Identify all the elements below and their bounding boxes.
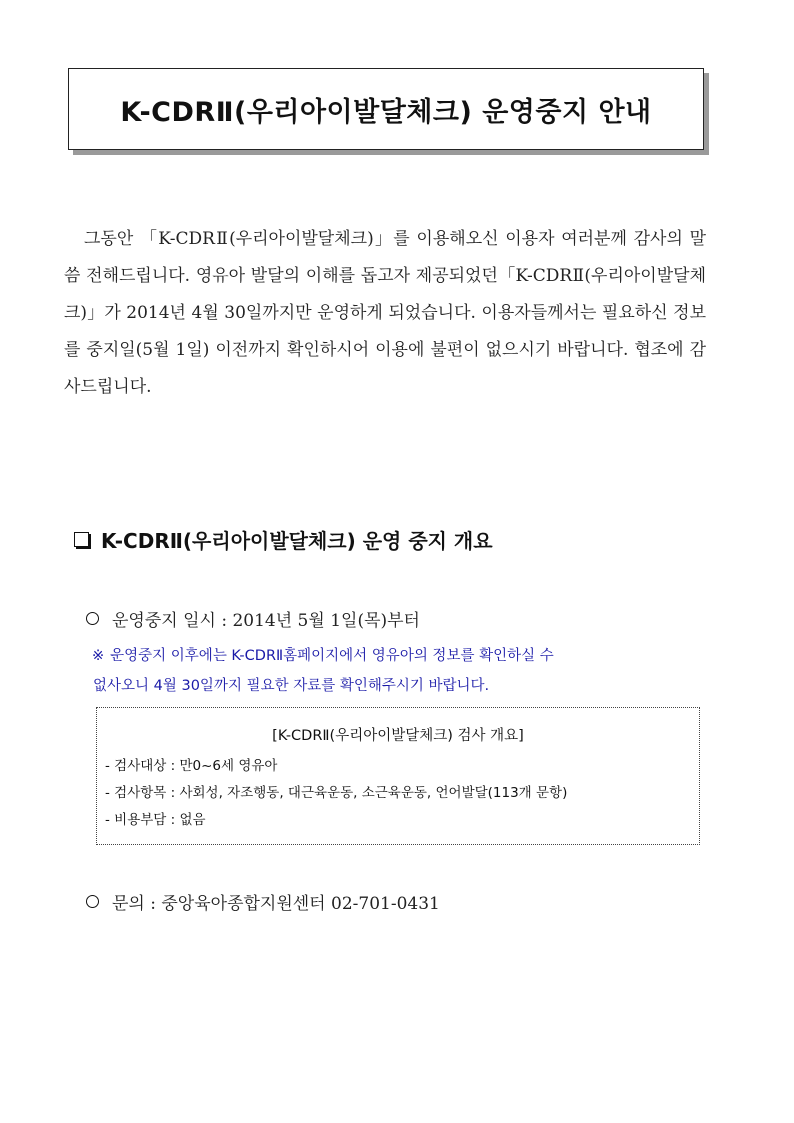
title-box [68,68,704,150]
schedule-text: 운영중지 일시 : 2014년 5월 1일(목)부터 [112,611,420,631]
overview-title: [K-CDRⅡ(우리아이발달체크) 검사 개요] [272,728,524,744]
circle-bullet-icon [86,612,99,625]
overview-box [96,707,700,845]
intro-paragraph: 그동안 「K-CDRⅡ(우리아이발달체크)」를 이용해오신 이용자 여러분께 감사의 말씀 전해드립니다. 영유아 발달의 이해를 돕고자 제공되었던「K-CDRⅡ(우리아이발달체크)」가 2014년 4월 30일까지만 운영하게 되었습니다. 이용자들께서는 필요하신 정보를 중지일(5월 1일) 이전까지 확인하시어 이용에 불편이 없으시기 바랍니다. 협조에 감사드립니다. [64,229,706,397]
reference-mark: ※ [92,648,105,664]
overview-item-cost: - 비용부담 : 없음 [105,812,206,828]
overview-item-categories: - 검사항목 : 사회성, 자조행동, 대근육운동, 소근육운동, 언어발달(113개 문항) [105,785,568,801]
notice-line-1-text: 운영중지 이후에는 K-CDRⅡ홈페이지에서 영유아의 정보를 확인하실 수 [110,648,554,664]
notice-line-2: 없사오니 4월 30일까지 필요한 자료를 확인해주시기 바랍니다. [93,678,490,694]
contact-text: 문의 : 중앙육아종합지원센터 02-701-0431 [112,894,440,914]
overview-item-target: - 검사대상 : 만0~6세 영유아 [105,758,278,774]
schedule-line [86,606,420,631]
notice-line-1 [92,641,704,671]
contact-line [86,889,440,914]
checkbox-bullet-icon [74,532,89,547]
page-title: K-CDRⅡ(우리아이발달체크) 운영중지 안내 [120,96,652,128]
section-heading [74,525,493,554]
notice-block [92,641,704,701]
circle-bullet-icon [86,895,99,908]
section-heading-text: K-CDRⅡ(우리아이발달체크) 운영 중지 개요 [101,529,493,553]
